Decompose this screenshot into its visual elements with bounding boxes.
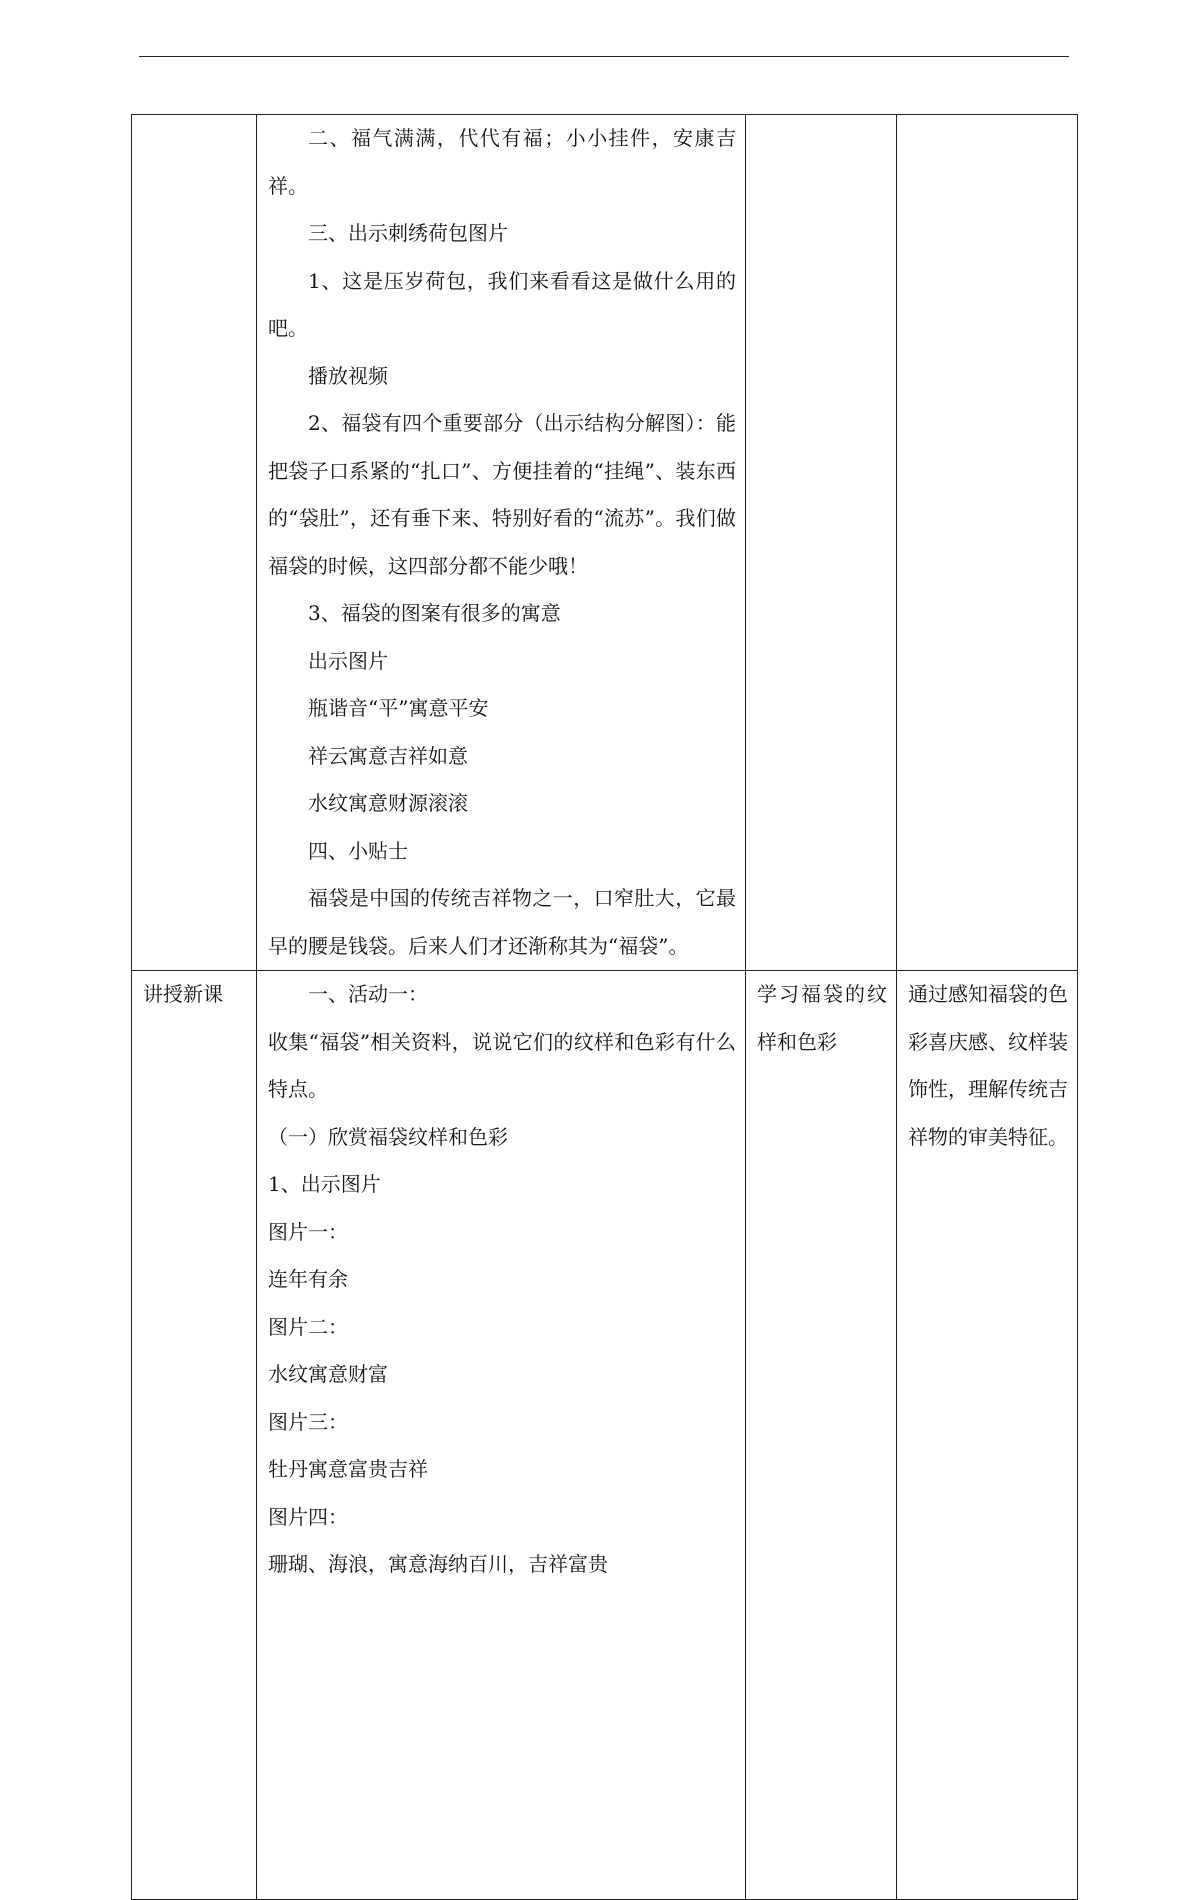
content-paragraph: 水纹寓意财源滚滚: [308, 791, 468, 815]
content-paragraph: 祥云寓意吉祥如意: [308, 743, 468, 768]
content-paragraph: 图片二：: [268, 1314, 348, 1339]
stage-cell: [132, 115, 257, 971]
content-paragraph: 图片四：: [268, 1504, 348, 1529]
stage-label: 讲授新课: [143, 982, 223, 1006]
design-intent-cell: [897, 971, 1078, 1900]
content-paragraph: 收集“福袋”相关资料，说说它们的纹样和色彩有什么特点。: [268, 1029, 736, 1101]
content-paragraph: 四、小贴士: [308, 838, 408, 863]
content-paragraph: 图片三：: [268, 1409, 348, 1434]
lesson-plan-table: [131, 114, 1078, 1900]
content-paragraph: 三、出示刺绣荷包图片: [308, 221, 508, 245]
content-paragraph: 水纹寓意财富: [268, 1362, 388, 1386]
teaching-content-cell: [257, 971, 746, 1900]
content-paragraph: 3、福袋的图案有很多的寓意: [308, 601, 561, 625]
content-paragraph: 连年有余: [268, 1267, 348, 1291]
content-paragraph: 瓶谐音“平”寓意平安: [308, 696, 489, 720]
design-intent-cell: [897, 115, 1078, 971]
content-paragraph: 牡丹寓意富贵吉祥: [268, 1457, 428, 1481]
design-intent-text: 通过感知福袋的色彩喜庆感、纹样装饰性，理解传统吉祥物的审美特征。: [908, 982, 1068, 1149]
content-paragraph: 二、福气满满，代代有福；小小挂件，安康吉祥。: [268, 126, 736, 198]
student-activity-text: 学习福袋的纹样和色彩: [757, 982, 887, 1054]
content-paragraph: 一、活动一：: [308, 982, 428, 1006]
content-paragraph: 1、出示图片: [268, 1172, 381, 1196]
content-paragraph: 出示图片: [308, 648, 388, 673]
table-row: [132, 115, 1078, 971]
content-lines: [268, 971, 736, 1589]
student-activity-cell: [746, 115, 897, 971]
table-row: [132, 971, 1078, 1900]
content-paragraph: 福袋是中国的传统吉祥物之一，口窄肚大，它最早的腰是钱袋。后来人们才还渐称其为“福袋”。: [268, 886, 736, 958]
content-lines: [268, 115, 736, 970]
student-activity-cell: [746, 971, 897, 1900]
content-paragraph: （一）欣赏福袋纹样和色彩: [268, 1124, 508, 1149]
content-paragraph: 图片一：: [268, 1219, 348, 1244]
teaching-content-cell: [257, 115, 746, 971]
header-rule: [139, 56, 1069, 57]
content-paragraph: 2、福袋有四个重要部分（出示结构分解图）：能把袋子口系紧的“扎口”、方便挂着的“挂绳”、装东西的“袋肚”，还有垂下来、特别好看的“流苏”。我们做福袋的时候，这四部分都不能少哦！: [268, 411, 736, 578]
content-paragraph: 播放视频: [308, 363, 388, 388]
content-paragraph: 珊瑚、海浪，寓意海纳百川，吉祥富贵: [268, 1552, 608, 1576]
content-paragraph: 1、这是压岁荷包，我们来看看这是做什么用的吧。: [268, 268, 736, 340]
stage-cell: [132, 971, 257, 1900]
